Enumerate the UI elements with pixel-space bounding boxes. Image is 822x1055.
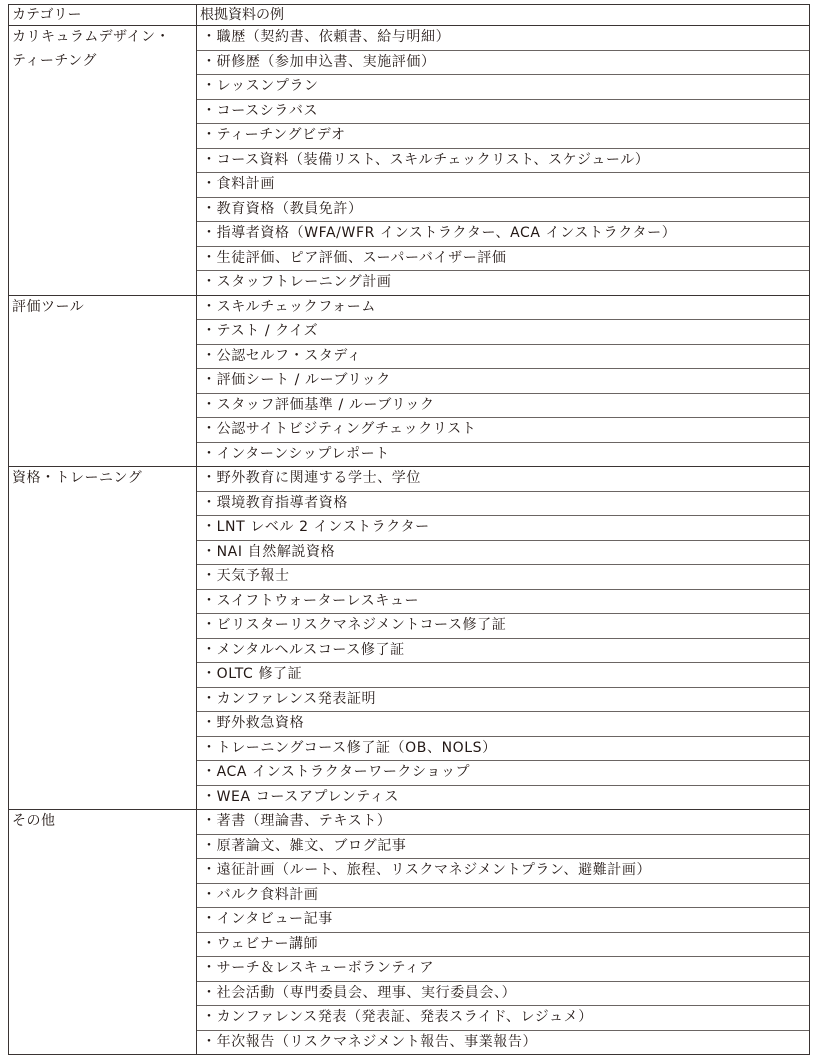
evidence-item: ・レッスンプラン [197, 75, 809, 100]
evidence-cell [197, 26, 810, 296]
header-evidence: 根拠資料の例 [197, 5, 810, 26]
category-label: カリキュラムデザイン・ [12, 29, 171, 45]
category-row [9, 295, 810, 467]
evidence-item: ・スイフトウォーターレスキュー [197, 590, 809, 615]
header-category: カテゴリー [9, 5, 197, 26]
evidence-item: ・バルク食料計画 [197, 884, 809, 909]
category-cell [9, 467, 197, 810]
evidence-item: ・ビリスターリスクマネジメントコース修了証 [197, 614, 809, 639]
evidence-item: ・コースシラバス [197, 100, 809, 125]
category-label: その他 [12, 813, 56, 829]
evidence-item: ・環境教育指導者資格 [197, 492, 809, 517]
category-row [9, 810, 810, 1055]
evidence-item: ・スキルチェックフォーム [197, 296, 809, 321]
evidence-item: ・スタッフトレーニング計画 [202, 274, 392, 290]
evidence-item: ・カンファレンス発表（発表証、発表スライド、レジュメ） [197, 1006, 809, 1031]
evidence-item: ・OLTC 修了証 [197, 663, 809, 688]
evidence-item: ・サーチ＆レスキューボランティア [197, 957, 809, 982]
evidence-item: ・トレーニングコース修了証（OB、NOLS） [197, 737, 809, 762]
evidence-item: ・指導者資格（WFA/WFR インストラクター、ACA インストラクター） [197, 222, 809, 247]
evidence-item: ・社会活動（専門委員会、理事、実行委員会、） [197, 982, 809, 1007]
evidence-item: ・研修歴（参加申込書、実施評価） [197, 51, 809, 76]
evidence-item: ・公認サイトビジティングチェックリスト [197, 418, 809, 443]
category-cell [9, 26, 197, 296]
evidence-cell [197, 295, 810, 467]
evidence-item: ・評価シート / ルーブリック [197, 369, 809, 394]
category-label: 資格・トレーニング [12, 470, 143, 486]
evidence-item: ・遠征計画（ルート、旅程、リスクマネジメントプラン、避難計画） [197, 859, 809, 884]
evidence-item: ・職歴（契約書、依頼書、給与明細） [197, 26, 809, 51]
evidence-item: ・NAI 自然解説資格 [197, 541, 809, 566]
category-row [9, 26, 810, 296]
evidence-item: ・インタビュー記事 [197, 908, 809, 933]
evidence-table [8, 4, 810, 1055]
category-cell [9, 295, 197, 467]
category-row [9, 467, 810, 810]
evidence-item: ・野外救急資格 [197, 712, 809, 737]
evidence-item: ・メンタルヘルスコース修了証 [197, 639, 809, 664]
evidence-item: ・天気予報士 [197, 565, 809, 590]
evidence-item: ・原著論文、雑文、ブログ記事 [197, 835, 809, 860]
evidence-item: ・公認セルフ・スタディ [197, 345, 809, 370]
evidence-item: ・ACA インストラクターワークショップ [197, 761, 809, 786]
category-cell [9, 810, 197, 1055]
table-body [9, 26, 810, 1055]
evidence-cell [197, 810, 810, 1055]
evidence-item: ・スタッフ評価基準 / ルーブリック [197, 394, 809, 419]
evidence-cell [197, 467, 810, 810]
evidence-item: ・カンファレンス発表証明 [197, 688, 809, 713]
evidence-item: ・LNT レベル 2 インストラクター [197, 516, 809, 541]
evidence-item: ・食料計画 [197, 173, 809, 198]
evidence-item: ・年次報告（リスクマネジメント報告、事業報告） [202, 1033, 538, 1050]
evidence-item: ・コース資料（装備リスト、スキルチェックリスト、スケジュール） [197, 149, 809, 174]
evidence-item: ・生徒評価、ピア評価、スーパーバイザー評価 [197, 247, 809, 272]
evidence-item: ・教育資格（教員免許） [197, 198, 809, 223]
evidence-item: ・ウェビナー講師 [197, 933, 809, 958]
evidence-item: ・ティーチングビデオ [197, 124, 809, 149]
evidence-item: ・インターンシップレポート [202, 445, 390, 462]
category-label: 評価ツール [12, 298, 85, 315]
header-row [9, 5, 810, 26]
evidence-item: ・WEA コースアプレンティス [202, 788, 399, 805]
evidence-item: ・著書（理論書、テキスト） [197, 810, 809, 835]
evidence-item: ・テスト / クイズ [197, 320, 809, 345]
category-label: ティーチング [12, 52, 97, 69]
evidence-item: ・野外教育に関連する学士、学位 [197, 467, 809, 492]
